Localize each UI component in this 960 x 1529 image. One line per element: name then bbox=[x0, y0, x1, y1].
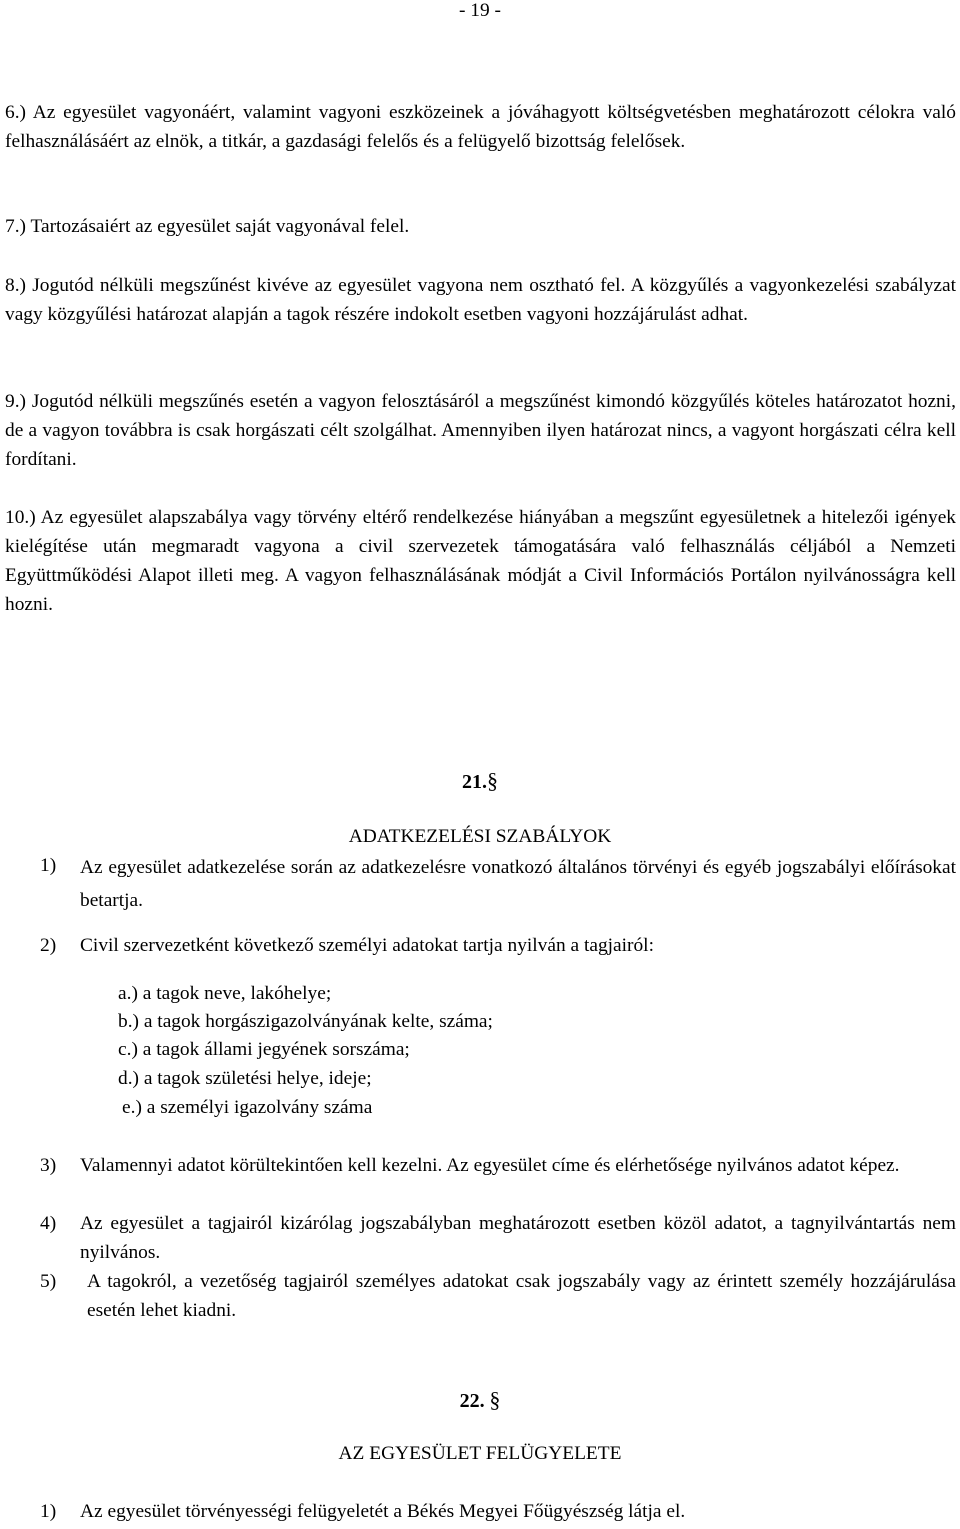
sublist-item-d: d.) a tagok születési helye, ideje; bbox=[118, 1068, 372, 1089]
paragraph-sign-icon: § bbox=[487, 768, 498, 793]
paragraph-8: 8.) Jogutód nélküli megszűnést kivéve az egyesület vagyona nem osztható fel. A közgyűlés a vagyonkezelési szabályzat vagy közgyűlési határozat alapján a tagok részére indokolt esetben vagyoni hozzájárulást adhat. bbox=[5, 275, 956, 325]
sublist-item-e: e.) a személyi igazolvány száma bbox=[122, 1097, 373, 1118]
page-number: - 19 - bbox=[458, 0, 501, 21]
section-21-title: ADATKEZELÉSI SZABÁLYOK bbox=[348, 826, 612, 847]
sublist-item-b: b.) a tagok horgászigazolványának kelte, száma; bbox=[118, 1011, 493, 1032]
paragraph-7: 7.) Tartozásaiért az egyesület saját vagyonával felel. bbox=[5, 216, 410, 237]
paragraph-9: 9.) Jogutód nélküli megszűnés esetén a vagyon felosztásáról a megszűnést kimondó közgyűlés köteles határozatot hozni, de a vagyon továbbra is csak horgászati célt szolgálhat. Amennyiben ilyen határozat nincs, a vagyont horgászati célra kell fordítani. bbox=[5, 391, 956, 470]
section-22-number: 22. bbox=[459, 1390, 485, 1412]
paragraph-6: 6.) Az egyesület vagyonáért, valamint vagyoni eszközeinek a jóváhagyott költségvetésben meghatározott célokra való felhasználásáért az elnök, a titkár, a gazdasági felelős és a felügyelő bizottság felelősek. bbox=[5, 102, 956, 152]
paragraph-sign-icon: § bbox=[489, 1387, 501, 1412]
sublist-item-c: c.) a tagok állami jegyének sorszáma; bbox=[118, 1039, 410, 1060]
paragraph-10: 10.) Az egyesület alapszabálya vagy törvény eltérő rendelkezése hiányában a megszűnt egyesületnek a hitelezői igények kielégítése után megmaradt vagyona a civil szervezetek támogatására való felhasználás céljából a Nemzeti Együttműködési Alapot illeti meg. A vagyon felhasználásának módját a Civil Információs Portálon nyilvánosságra kell hozni. bbox=[5, 507, 956, 615]
sublist-item-a: a.) a tagok neve, lakóhelye; bbox=[118, 983, 332, 1004]
section-21-heading bbox=[0, 766, 960, 798]
section-22-title: AZ EGYESÜLET FELÜGYELETE bbox=[338, 1443, 622, 1464]
section-21-number: 21. bbox=[462, 771, 487, 793]
section-22-heading bbox=[0, 1385, 960, 1417]
